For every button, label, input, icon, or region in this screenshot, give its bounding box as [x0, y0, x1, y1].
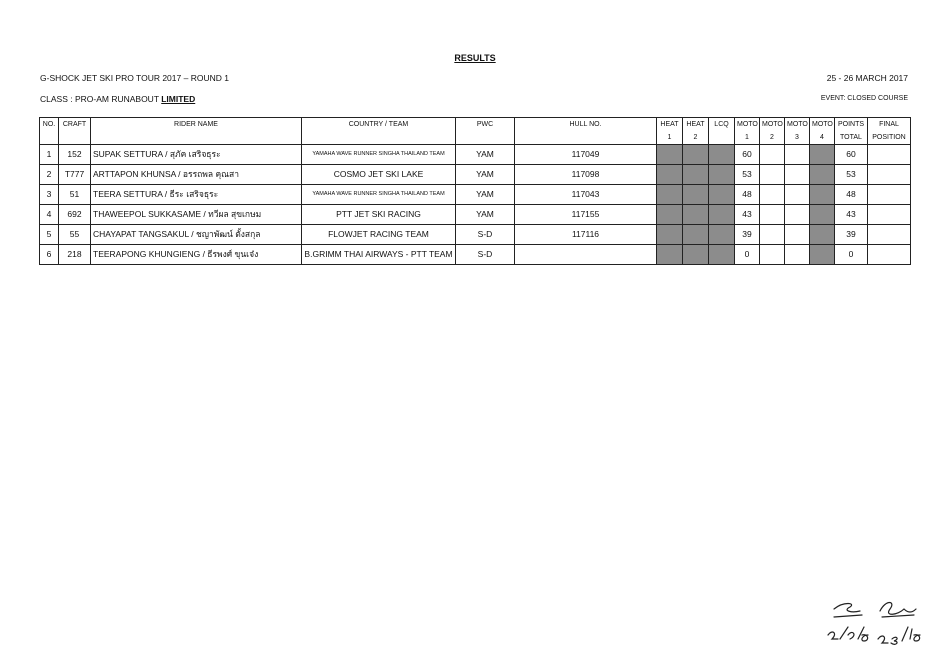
cell-hull: 117155	[515, 205, 657, 225]
results-table	[39, 117, 911, 265]
cell-moto1: 39	[735, 225, 760, 245]
class-line	[40, 94, 195, 104]
cell-hull: 117043	[515, 185, 657, 205]
cell-pwc: S-D	[456, 245, 515, 265]
cell-moto1: 48	[735, 185, 760, 205]
cell-no: 1	[40, 145, 59, 165]
cell-heat2	[683, 145, 709, 165]
cell-craft: 51	[59, 185, 91, 205]
cell-heat2	[683, 225, 709, 245]
cell-moto2	[760, 205, 785, 225]
cell-heat1	[657, 205, 683, 225]
cell-craft: 152	[59, 145, 91, 165]
cell-moto3	[785, 145, 810, 165]
header-heat1: HEAT	[657, 118, 683, 132]
cell-moto4	[810, 185, 835, 205]
cell-points: 60	[835, 145, 868, 165]
cell-lcq	[709, 145, 735, 165]
cell-final	[868, 165, 911, 185]
cell-hull: 117116	[515, 225, 657, 245]
page-title: RESULTS	[454, 53, 496, 63]
header-points-sub: TOTAL	[835, 131, 868, 145]
header-final: FINAL	[868, 118, 911, 132]
cell-points: 39	[835, 225, 868, 245]
header-team: COUNTRY / TEAM	[302, 118, 456, 132]
cell-no: 6	[40, 245, 59, 265]
cell-no: 2	[40, 165, 59, 185]
header-no: NO.	[40, 118, 59, 132]
cell-moto4	[810, 225, 835, 245]
cell-craft: T777	[59, 165, 91, 185]
cell-moto4	[810, 245, 835, 265]
cell-craft: 692	[59, 205, 91, 225]
cell-points: 0	[835, 245, 868, 265]
cell-moto3	[785, 205, 810, 225]
cell-moto3	[785, 245, 810, 265]
event-name: G-SHOCK JET SKI PRO TOUR 2017 – ROUND 1	[40, 73, 229, 83]
handwritten-signatures	[822, 595, 932, 650]
cell-heat1	[657, 245, 683, 265]
cell-moto3	[785, 225, 810, 245]
cell-team: FLOWJET RACING TEAM	[302, 225, 456, 245]
cell-team: YAMAHA WAVE RUNNER SINGHA THAILAND TEAM	[302, 185, 456, 205]
cell-moto3	[785, 165, 810, 185]
cell-pwc: YAM	[456, 185, 515, 205]
cell-pwc: YAM	[456, 145, 515, 165]
header-row-top	[40, 118, 911, 132]
header-moto2-sub: 2	[760, 131, 785, 145]
cell-lcq	[709, 185, 735, 205]
header-moto4-sub: 4	[810, 131, 835, 145]
header-moto1: MOTO	[735, 118, 760, 132]
header-moto4: MOTO	[810, 118, 835, 132]
cell-rider: THAWEEPOL SUKKASAME / ทวีผล สุขเกษม	[91, 205, 302, 225]
header-heat2-sub: 2	[683, 131, 709, 145]
cell-heat2	[683, 165, 709, 185]
cell-moto2	[760, 145, 785, 165]
cell-no: 4	[40, 205, 59, 225]
cell-rider: CHAYAPAT TANGSAKUL / ชญาพัฒน์ ตั้งสกุล	[91, 225, 302, 245]
cell-moto2	[760, 185, 785, 205]
cell-team: B.GRIMM THAI AIRWAYS - PTT TEAM	[302, 245, 456, 265]
header-moto3-sub: 3	[785, 131, 810, 145]
cell-craft: 218	[59, 245, 91, 265]
cell-moto2	[760, 245, 785, 265]
header-row-bottom	[40, 131, 911, 145]
cell-points: 43	[835, 205, 868, 225]
cell-heat2	[683, 205, 709, 225]
cell-moto3	[785, 185, 810, 205]
cell-rider: TEERA SETTURA / ธีระ เสริจธุระ	[91, 185, 302, 205]
cell-points: 53	[835, 165, 868, 185]
table-row	[40, 185, 911, 205]
table-row	[40, 225, 911, 245]
cell-final	[868, 185, 911, 205]
header-heat2: HEAT	[683, 118, 709, 132]
cell-pwc: YAM	[456, 165, 515, 185]
header-moto1-sub: 1	[735, 131, 760, 145]
cell-heat2	[683, 185, 709, 205]
cell-team: YAMAHA WAVE RUNNER SINGHA THAILAND TEAM	[302, 145, 456, 165]
header-craft: CRAFT	[59, 118, 91, 132]
cell-moto1: 43	[735, 205, 760, 225]
cell-heat1	[657, 225, 683, 245]
cell-heat2	[683, 245, 709, 265]
cell-heat1	[657, 145, 683, 165]
cell-no: 5	[40, 225, 59, 245]
cell-team: PTT JET SKI RACING	[302, 205, 456, 225]
header-rider: RIDER NAME	[91, 118, 302, 132]
cell-final	[868, 225, 911, 245]
table-row	[40, 165, 911, 185]
cell-lcq	[709, 245, 735, 265]
cell-team: COSMO JET SKI LAKE	[302, 165, 456, 185]
header-moto2: MOTO	[760, 118, 785, 132]
cell-pwc: YAM	[456, 205, 515, 225]
table-row	[40, 145, 911, 165]
header-lcq: LCQ	[709, 118, 735, 132]
cell-lcq	[709, 205, 735, 225]
header-hull: HULL NO.	[515, 118, 657, 132]
cell-moto4	[810, 165, 835, 185]
cell-pwc: S-D	[456, 225, 515, 245]
cell-final	[868, 245, 911, 265]
event-date: 25 - 26 MARCH 2017	[826, 73, 908, 83]
table-row	[40, 245, 911, 265]
header-moto3: MOTO	[785, 118, 810, 132]
cell-moto4	[810, 205, 835, 225]
cell-final	[868, 145, 911, 165]
cell-rider: TEERAPONG KHUNGIENG / ธีรพงศ์ ขุนเจ๋ง	[91, 245, 302, 265]
header-points: POINTS	[835, 118, 868, 132]
cell-moto4	[810, 145, 835, 165]
cell-hull	[515, 245, 657, 265]
cell-lcq	[709, 225, 735, 245]
event-type: EVENT: CLOSED COURSE	[820, 95, 908, 102]
header-heat1-sub: 1	[657, 131, 683, 145]
cell-rider: SUPAK SETTURA / สุภัค เสริจธุระ	[91, 145, 302, 165]
cell-hull: 117098	[515, 165, 657, 185]
cell-moto1: 53	[735, 165, 760, 185]
cell-craft: 55	[59, 225, 91, 245]
cell-heat1	[657, 185, 683, 205]
cell-hull: 117049	[515, 145, 657, 165]
cell-moto1: 0	[735, 245, 760, 265]
cell-final	[868, 205, 911, 225]
cell-heat1	[657, 165, 683, 185]
table-row	[40, 205, 911, 225]
cell-moto2	[760, 165, 785, 185]
cell-moto1: 60	[735, 145, 760, 165]
cell-lcq	[709, 165, 735, 185]
header-final-sub: POSITION	[868, 131, 911, 145]
cell-no: 3	[40, 185, 59, 205]
cell-rider: ARTTAPON KHUNSA / อรรถพล คุณสา	[91, 165, 302, 185]
class-name: LIMITED	[161, 94, 196, 104]
cell-points: 48	[835, 185, 868, 205]
class-prefix: CLASS : PRO-AM RUNABOUT	[40, 94, 162, 104]
header-pwc: PWC	[456, 118, 515, 132]
cell-moto2	[760, 225, 785, 245]
